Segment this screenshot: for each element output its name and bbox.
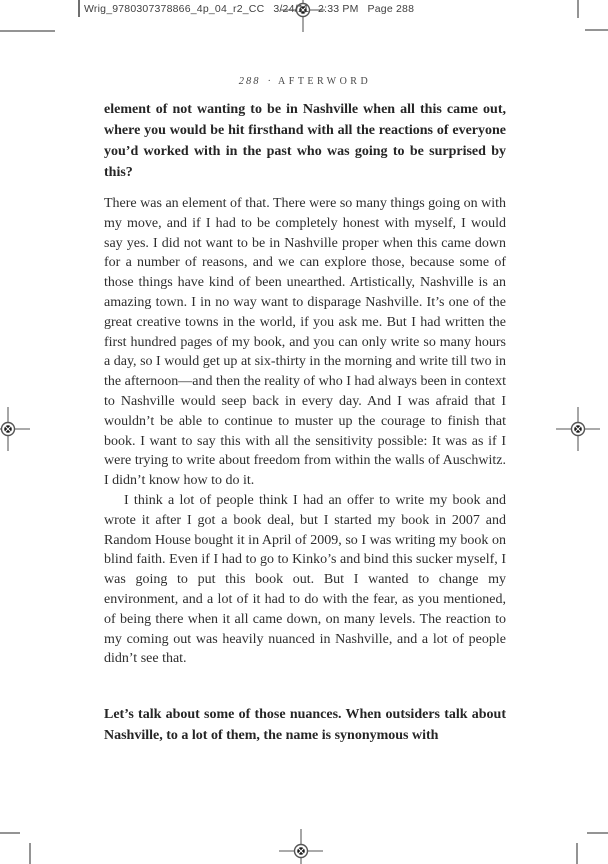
answer-paragraph: I think a lot of people think I had an offer to write my book and wrote it after I got a book deal, but I started my book in 2007 and Random House bought it in April of 2009, so I was writing my book on blind faith. Even if I had to go to Kinko’s and bind this sucker myself, I was going to put this book out. But I wanted to change my environment, and a lot of it had to do with the fear, as you mentioned, of being there when it all came down, on many levels. The reaction to my coming out was heavily nuanced in Nashville, and a lot of people didn’t see that. xyxy=(104,492,506,667)
running-head-separator: · xyxy=(267,76,272,87)
crop-mark-top-right-vertical xyxy=(577,0,579,18)
registration-mark-icon xyxy=(279,829,323,864)
crop-mark-bottom-right-vertical xyxy=(576,843,578,864)
interviewer-question-bottom: Let’s talk about some of those nuances. When outsiders talk about Nashville, to a lot of them, the name is synonymous with xyxy=(104,707,506,743)
print-slug-line xyxy=(84,3,423,15)
registration-mark-icon xyxy=(556,407,600,451)
section-title: AFTERWORD xyxy=(278,76,372,87)
page-number: 288 xyxy=(238,76,261,87)
running-head xyxy=(104,76,506,87)
crop-mark-top-left-horizontal xyxy=(0,30,55,32)
answer-paragraph: There was an element of that. There were so many things going on with my move, and if I had to be completely honest with myself, I would say yes. I did not want to be in Nashville proper when this came down for a number of reasons, and we can explore those, because some of those things have kind of been unearthed. Artistically, Nashville is an amazing town. I in no way want to disparage Nashville. It’s one of the great creative towns in the world, if you ask me. But I had written the first hundred pages of my book, and you can only write so many hours a day, so I would get up at six-thirty in the morning and write till two in the afternoon—and then the reality of who I had always been in context to Nashville would seep back in every day. And I was afraid that I wouldn’t be able to continue to muster up the courage to finish that book. I want to say this with all the sensitivity possible: It was as if I were trying to write about freedom from within the walls of Auschwitz. I didn’t know how to do it. xyxy=(104,196,506,489)
crop-mark-bottom-left-horizontal xyxy=(0,832,20,834)
slug-time: 2:33 PM xyxy=(318,3,359,15)
registration-mark-icon xyxy=(0,407,30,451)
crop-mark-top-right-horizontal xyxy=(585,29,608,31)
crop-mark-bottom-left-vertical xyxy=(29,843,31,864)
slug-filename: Wrig_9780307378866_4p_04_r2_CC xyxy=(84,3,265,15)
slug-date: 3/24/11 xyxy=(273,3,310,15)
slug-left-tick xyxy=(78,0,80,17)
answer-text xyxy=(104,194,506,669)
crop-mark-bottom-right-horizontal xyxy=(587,832,608,834)
slug-page: Page 288 xyxy=(367,3,415,15)
interviewer-question-top: element of not wanting to be in Nashville when all this came out, where you would be hit firsthand with all the reactions of everyone you’d worked with in the past who was going to be surprised by this? xyxy=(104,102,506,180)
